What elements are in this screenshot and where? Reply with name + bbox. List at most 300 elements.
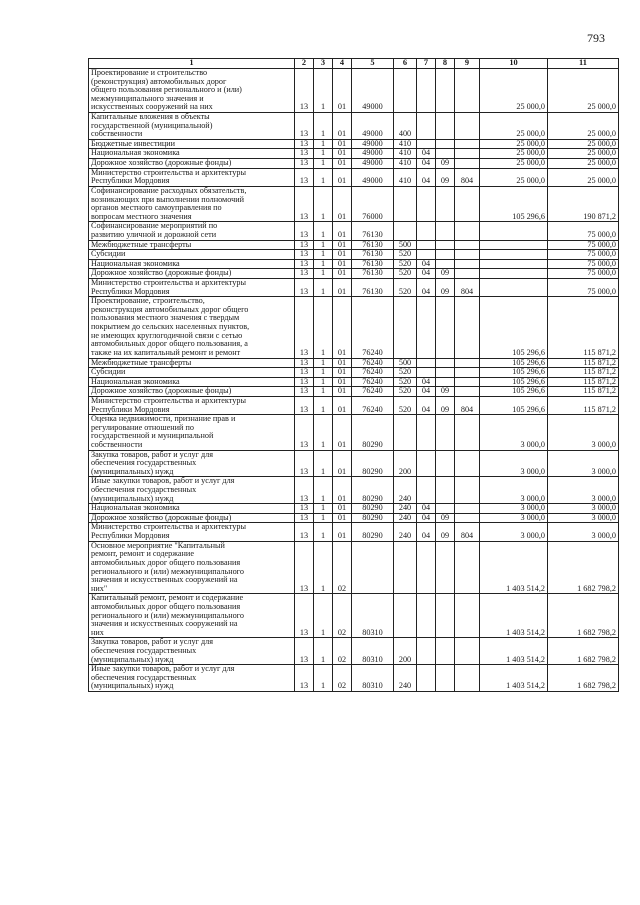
- amount-2024: 25 000,0: [548, 139, 619, 149]
- code-om: 01: [333, 477, 352, 504]
- amount-2024: 75 000,0: [548, 250, 619, 260]
- table-row: [89, 377, 619, 387]
- code-rz: [417, 69, 436, 113]
- code-grbs: [455, 297, 480, 358]
- table-row: [89, 139, 619, 149]
- code-grbs: [455, 113, 480, 140]
- amount-2024: 115 871,2: [548, 368, 619, 378]
- code-direction: 76130: [352, 222, 394, 240]
- column-header: 1: [89, 59, 295, 69]
- code-om: 01: [333, 513, 352, 523]
- code-rz: [417, 541, 436, 594]
- table-row: [89, 415, 619, 450]
- code-om: 01: [333, 222, 352, 240]
- row-name: Бюджетные инвестиции: [89, 139, 295, 149]
- code-pr: [436, 139, 455, 149]
- budget-table: [88, 58, 619, 692]
- code-vr: [394, 222, 417, 240]
- code-gp: 13: [295, 149, 314, 159]
- code-gp: 13: [295, 594, 314, 638]
- row-name: Национальная экономика: [89, 377, 295, 387]
- code-vr: 200: [394, 638, 417, 665]
- row-name: Межбюджетные трансферты: [89, 358, 295, 368]
- code-pr: [436, 69, 455, 113]
- amount-2024: 115 871,2: [548, 387, 619, 397]
- amount-2023: 105 296,6: [480, 186, 548, 221]
- code-gp: 13: [295, 186, 314, 221]
- table-row: [89, 513, 619, 523]
- code-direction: 49000: [352, 113, 394, 140]
- code-gp: 13: [295, 504, 314, 514]
- table-row: [89, 638, 619, 665]
- code-vr: 520: [394, 250, 417, 260]
- table-row: [89, 504, 619, 514]
- code-pr: [436, 638, 455, 665]
- code-pp: 1: [314, 168, 333, 186]
- code-pr: 09: [436, 396, 455, 414]
- table-row: [89, 541, 619, 594]
- row-name: Министерство строительства и архитектуры Республики Мордовия: [89, 168, 295, 186]
- column-header: 4: [333, 59, 352, 69]
- code-gp: 13: [295, 259, 314, 269]
- row-name: Министерство строительства и архитектуры Республики Мордовия: [89, 396, 295, 414]
- table-row: [89, 523, 619, 541]
- table-row: [89, 250, 619, 260]
- code-gp: 13: [295, 240, 314, 250]
- code-pp: 1: [314, 279, 333, 297]
- page-number: 793: [587, 31, 605, 45]
- code-direction: 76130: [352, 259, 394, 269]
- amount-2023: 25 000,0: [480, 113, 548, 140]
- amount-2024: 25 000,0: [548, 69, 619, 113]
- table-row: [89, 159, 619, 169]
- code-om: 01: [333, 149, 352, 159]
- code-rz: 04: [417, 513, 436, 523]
- code-pp: 1: [314, 240, 333, 250]
- code-pr: 09: [436, 168, 455, 186]
- code-gp: 13: [295, 368, 314, 378]
- table-row: [89, 665, 619, 692]
- column-header: 8: [436, 59, 455, 69]
- amount-2024: 3 000,0: [548, 415, 619, 450]
- code-grbs: [455, 504, 480, 514]
- code-vr: 520: [394, 269, 417, 279]
- code-pp: 1: [314, 222, 333, 240]
- code-gp: 13: [295, 523, 314, 541]
- amount-2023: 1 403 514,2: [480, 541, 548, 594]
- table-row: [89, 279, 619, 297]
- code-pr: [436, 541, 455, 594]
- code-direction: 76130: [352, 279, 394, 297]
- column-header: 9: [455, 59, 480, 69]
- amount-2023: 105 296,6: [480, 377, 548, 387]
- code-pp: 1: [314, 269, 333, 279]
- row-name: Субсидии: [89, 368, 295, 378]
- code-vr: 410: [394, 168, 417, 186]
- code-vr: 240: [394, 665, 417, 692]
- code-gp: 13: [295, 377, 314, 387]
- code-direction: 76000: [352, 186, 394, 221]
- code-pr: [436, 504, 455, 514]
- code-pp: 1: [314, 139, 333, 149]
- amount-2024: 115 871,2: [548, 396, 619, 414]
- code-pr: [436, 222, 455, 240]
- amount-2024: 115 871,2: [548, 358, 619, 368]
- code-om: 02: [333, 665, 352, 692]
- code-vr: 240: [394, 504, 417, 514]
- table-row: [89, 387, 619, 397]
- code-gp: 13: [295, 541, 314, 594]
- code-direction: 49000: [352, 139, 394, 149]
- code-vr: [394, 297, 417, 358]
- code-om: 01: [333, 259, 352, 269]
- code-om: 02: [333, 638, 352, 665]
- row-name: Софинансирование расходных обязательств, возникающих при выполнении полномочий органов местного самоуправления по вопросам местного значения: [89, 186, 295, 221]
- amount-2023: 3 000,0: [480, 415, 548, 450]
- code-om: 01: [333, 396, 352, 414]
- code-pr: [436, 377, 455, 387]
- code-pp: 1: [314, 69, 333, 113]
- code-gp: 13: [295, 159, 314, 169]
- code-direction: 80290: [352, 477, 394, 504]
- amount-2023: 105 296,6: [480, 297, 548, 358]
- code-pp: 1: [314, 450, 333, 477]
- column-header: 3: [314, 59, 333, 69]
- amount-2024: 25 000,0: [548, 159, 619, 169]
- row-name: Оценка недвижимости, признание прав и регулирование отношений по государственной и муниципальной собственности: [89, 415, 295, 450]
- row-name: Министерство строительства и архитектуры Республики Мордовия: [89, 523, 295, 541]
- amount-2024: 75 000,0: [548, 259, 619, 269]
- code-vr: 400: [394, 113, 417, 140]
- code-om: 01: [333, 415, 352, 450]
- row-name: Дорожное хозяйство (дорожные фонды): [89, 159, 295, 169]
- code-direction: 76130: [352, 250, 394, 260]
- code-grbs: [455, 222, 480, 240]
- code-gp: 13: [295, 297, 314, 358]
- code-rz: [417, 297, 436, 358]
- code-pr: [436, 259, 455, 269]
- code-pp: 1: [314, 159, 333, 169]
- code-pp: 1: [314, 415, 333, 450]
- row-name: Национальная экономика: [89, 259, 295, 269]
- amount-2023: 25 000,0: [480, 139, 548, 149]
- table-row: [89, 269, 619, 279]
- code-pp: 1: [314, 477, 333, 504]
- code-pr: 09: [436, 523, 455, 541]
- code-vr: 520: [394, 396, 417, 414]
- column-header: 7: [417, 59, 436, 69]
- code-pr: [436, 477, 455, 504]
- code-pr: [436, 186, 455, 221]
- table-row: [89, 358, 619, 368]
- code-vr: [394, 69, 417, 113]
- amount-2024: 1 682 798,2: [548, 638, 619, 665]
- code-pr: [436, 297, 455, 358]
- code-grbs: [455, 450, 480, 477]
- column-header: 10: [480, 59, 548, 69]
- amount-2023: 25 000,0: [480, 69, 548, 113]
- amount-2023: 105 296,6: [480, 387, 548, 397]
- amount-2023: 3 000,0: [480, 504, 548, 514]
- code-rz: 04: [417, 377, 436, 387]
- code-grbs: [455, 387, 480, 397]
- amount-2024: 25 000,0: [548, 168, 619, 186]
- table-header-row: [89, 59, 619, 69]
- code-om: 01: [333, 250, 352, 260]
- code-rz: [417, 222, 436, 240]
- amount-2024: 75 000,0: [548, 240, 619, 250]
- row-name: Основное мероприятие "Капитальный ремонт, ремонт и содержание автомобильных дорог общего пользования регионального и (или) межмуниципального значения и искусственных сооружений на них": [89, 541, 295, 594]
- code-pp: 1: [314, 594, 333, 638]
- code-grbs: [455, 250, 480, 260]
- code-gp: 13: [295, 250, 314, 260]
- row-name: Капитальный ремонт, ремонт и содержание автомобильных дорог общего пользования регионального и (или) межмуниципального значения и искусственных сооружений на них: [89, 594, 295, 638]
- code-rz: [417, 594, 436, 638]
- code-rz: 04: [417, 259, 436, 269]
- code-rz: 04: [417, 279, 436, 297]
- code-pp: 1: [314, 513, 333, 523]
- code-pp: 1: [314, 186, 333, 221]
- code-om: 01: [333, 139, 352, 149]
- code-om: 01: [333, 113, 352, 140]
- code-rz: 04: [417, 159, 436, 169]
- code-direction: 76240: [352, 377, 394, 387]
- code-om: 01: [333, 168, 352, 186]
- code-direction: 49000: [352, 149, 394, 159]
- amount-2023: 1 403 514,2: [480, 665, 548, 692]
- code-grbs: [455, 159, 480, 169]
- row-name: Дорожное хозяйство (дорожные фонды): [89, 513, 295, 523]
- row-name: Иные закупки товаров, работ и услуг для обеспечения государственных (муниципальных) нужд: [89, 477, 295, 504]
- code-grbs: [455, 638, 480, 665]
- code-pp: 1: [314, 259, 333, 269]
- code-grbs: [455, 541, 480, 594]
- code-pr: 09: [436, 279, 455, 297]
- code-pr: [436, 250, 455, 260]
- code-rz: [417, 186, 436, 221]
- code-direction: 76130: [352, 269, 394, 279]
- code-direction: 80290: [352, 513, 394, 523]
- amount-2023: 3 000,0: [480, 513, 548, 523]
- code-direction: 76240: [352, 358, 394, 368]
- code-pp: 1: [314, 541, 333, 594]
- code-pp: 1: [314, 368, 333, 378]
- amount-2023: 25 000,0: [480, 168, 548, 186]
- row-name: Национальная экономика: [89, 149, 295, 159]
- code-direction: 49000: [352, 168, 394, 186]
- table-row: [89, 69, 619, 113]
- amount-2024: 75 000,0: [548, 279, 619, 297]
- code-pr: [436, 450, 455, 477]
- code-direction: [352, 541, 394, 594]
- code-pp: 1: [314, 396, 333, 414]
- code-pr: [436, 594, 455, 638]
- table-row: [89, 396, 619, 414]
- table-row: [89, 222, 619, 240]
- code-grbs: [455, 377, 480, 387]
- row-name: Капитальные вложения в объекты государственной (муниципальной) собственности: [89, 113, 295, 140]
- code-rz: 04: [417, 269, 436, 279]
- code-gp: 13: [295, 168, 314, 186]
- code-vr: [394, 541, 417, 594]
- code-vr: 410: [394, 139, 417, 149]
- column-header: 2: [295, 59, 314, 69]
- code-grbs: [455, 594, 480, 638]
- code-grbs: [455, 477, 480, 504]
- code-om: 02: [333, 594, 352, 638]
- amount-2023: [480, 279, 548, 297]
- code-pr: 09: [436, 159, 455, 169]
- code-om: 01: [333, 269, 352, 279]
- code-pr: [436, 665, 455, 692]
- amount-2023: 25 000,0: [480, 149, 548, 159]
- code-gp: 13: [295, 477, 314, 504]
- row-name: Софинансирование мероприятий по развитию уличной и дорожной сети: [89, 222, 295, 240]
- code-pp: 1: [314, 523, 333, 541]
- code-gp: 13: [295, 513, 314, 523]
- code-direction: 49000: [352, 159, 394, 169]
- code-direction: 76240: [352, 387, 394, 397]
- row-name: Субсидии: [89, 250, 295, 260]
- code-grbs: [455, 368, 480, 378]
- code-pp: 1: [314, 504, 333, 514]
- code-direction: 80290: [352, 450, 394, 477]
- amount-2024: 1 682 798,2: [548, 665, 619, 692]
- code-rz: 04: [417, 504, 436, 514]
- code-rz: [417, 139, 436, 149]
- amount-2024: 75 000,0: [548, 269, 619, 279]
- amount-2024: 25 000,0: [548, 113, 619, 140]
- amount-2024: 3 000,0: [548, 477, 619, 504]
- row-name: Закупка товаров, работ и услуг для обеспечения государственных (муниципальных) нужд: [89, 638, 295, 665]
- code-direction: 76240: [352, 396, 394, 414]
- amount-2024: 1 682 798,2: [548, 541, 619, 594]
- code-grbs: 804: [455, 523, 480, 541]
- code-gp: 13: [295, 139, 314, 149]
- code-vr: 410: [394, 149, 417, 159]
- code-rz: [417, 368, 436, 378]
- code-vr: 500: [394, 358, 417, 368]
- amount-2024: 115 871,2: [548, 297, 619, 358]
- table-row: [89, 259, 619, 269]
- amount-2023: [480, 250, 548, 260]
- column-header: 11: [548, 59, 619, 69]
- code-vr: 500: [394, 240, 417, 250]
- row-name: Проектирование и строительство (реконструкция) автомобильных дорог общего пользования регионального и (или) межмуниципального значения и искусственных сооружений на них: [89, 69, 295, 113]
- amount-2024: 3 000,0: [548, 450, 619, 477]
- amount-2023: [480, 240, 548, 250]
- code-pr: 09: [436, 513, 455, 523]
- code-pr: [436, 113, 455, 140]
- code-rz: 04: [417, 149, 436, 159]
- code-gp: 13: [295, 415, 314, 450]
- table-row: [89, 168, 619, 186]
- amount-2023: [480, 222, 548, 240]
- code-gp: 13: [295, 387, 314, 397]
- code-gp: 13: [295, 450, 314, 477]
- column-header: 6: [394, 59, 417, 69]
- code-grbs: [455, 665, 480, 692]
- row-name: Закупка товаров, работ и услуг для обеспечения государственных (муниципальных) нужд: [89, 450, 295, 477]
- code-om: 01: [333, 279, 352, 297]
- code-vr: [394, 186, 417, 221]
- code-rz: 04: [417, 396, 436, 414]
- code-pr: [436, 149, 455, 159]
- code-rz: 04: [417, 387, 436, 397]
- amount-2024: 115 871,2: [548, 377, 619, 387]
- code-pr: [436, 368, 455, 378]
- code-grbs: [455, 259, 480, 269]
- code-rz: [417, 415, 436, 450]
- row-name: Проектирование, строительство, реконструкция автомобильных дорог общего пользования местного значения с твердым покрытием до сельских населенных пунктов, не имеющих круглогодичной связи с сетью автомобильных дорог общего пользования, а также на их капитальный ремонт и ремонт: [89, 297, 295, 358]
- code-rz: [417, 113, 436, 140]
- code-om: 01: [333, 186, 352, 221]
- code-vr: 520: [394, 368, 417, 378]
- amount-2023: 1 403 514,2: [480, 594, 548, 638]
- code-rz: 04: [417, 168, 436, 186]
- code-gp: 13: [295, 269, 314, 279]
- code-rz: [417, 477, 436, 504]
- row-name: Дорожное хозяйство (дорожные фонды): [89, 269, 295, 279]
- code-grbs: 804: [455, 168, 480, 186]
- code-vr: 520: [394, 387, 417, 397]
- code-vr: [394, 415, 417, 450]
- code-rz: [417, 240, 436, 250]
- amount-2024: 1 682 798,2: [548, 594, 619, 638]
- code-vr: [394, 594, 417, 638]
- table-row: [89, 186, 619, 221]
- code-rz: [417, 665, 436, 692]
- code-om: 01: [333, 69, 352, 113]
- amount-2023: 105 296,6: [480, 358, 548, 368]
- code-vr: 240: [394, 513, 417, 523]
- row-name: Национальная экономика: [89, 504, 295, 514]
- amount-2023: 3 000,0: [480, 523, 548, 541]
- code-direction: 80310: [352, 638, 394, 665]
- code-direction: 80290: [352, 504, 394, 514]
- table-row: [89, 477, 619, 504]
- code-vr: 240: [394, 523, 417, 541]
- code-om: 01: [333, 240, 352, 250]
- code-rz: 04: [417, 523, 436, 541]
- code-om: 02: [333, 541, 352, 594]
- code-gp: 13: [295, 396, 314, 414]
- table-row: [89, 594, 619, 638]
- code-grbs: [455, 139, 480, 149]
- code-om: 01: [333, 387, 352, 397]
- code-om: 01: [333, 297, 352, 358]
- code-grbs: [455, 149, 480, 159]
- code-pp: 1: [314, 358, 333, 368]
- code-pp: 1: [314, 638, 333, 665]
- code-direction: 80290: [352, 415, 394, 450]
- code-direction: 80310: [352, 665, 394, 692]
- code-gp: 13: [295, 113, 314, 140]
- table-row: [89, 368, 619, 378]
- code-grbs: 804: [455, 396, 480, 414]
- code-pp: 1: [314, 113, 333, 140]
- code-vr: 410: [394, 159, 417, 169]
- code-grbs: [455, 69, 480, 113]
- code-vr: 520: [394, 377, 417, 387]
- code-rz: [417, 250, 436, 260]
- amount-2023: 25 000,0: [480, 159, 548, 169]
- code-gp: 13: [295, 358, 314, 368]
- code-om: 01: [333, 358, 352, 368]
- code-pr: [436, 415, 455, 450]
- code-grbs: [455, 415, 480, 450]
- code-grbs: [455, 269, 480, 279]
